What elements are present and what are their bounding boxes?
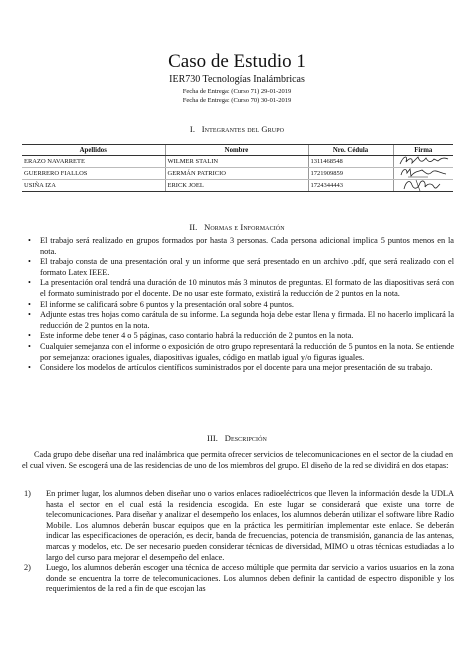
member-apellidos: GUERRERO FIALLOS xyxy=(22,168,165,180)
list-item: • Este informe debe tener 4 o 5 páginas, caso contario habrá la reducción de 2 puntos en la nota. xyxy=(22,331,454,342)
column-header-apellidos: Apellidos xyxy=(22,145,165,156)
signature-image xyxy=(398,177,450,193)
member-apellidos: ERAZO NAVARRETE xyxy=(22,156,165,168)
list-item: • El trabajo consta de una presentación oral y un informe que será presentado en un archivo .pdf, que será realizado con el formato Latex IEEE. xyxy=(22,257,454,278)
member-cedula: 1721909859 xyxy=(308,168,393,180)
table-header-row xyxy=(22,145,453,156)
list-item xyxy=(22,563,454,595)
section-numeral: II. xyxy=(189,222,198,232)
section-numeral: III. xyxy=(207,433,219,443)
column-header-cedula: Nro. Cédula xyxy=(308,145,393,156)
step-number: 1) xyxy=(24,489,31,498)
column-header-firma: Firma xyxy=(393,145,453,156)
rules-list xyxy=(22,236,454,374)
table-row xyxy=(22,156,453,168)
column-header-nombre: Nombre xyxy=(165,145,308,156)
step-text: Luego, los alumnos deberán escoger una técnica de acceso múltiple que permita dar servicio a varios usuarios en la zona donde se encuentra la torre de telecomunicaciones. Los alumnos deben definir la cantidad de espectro disponible y los requerimientos de la red a fin de que escojan las xyxy=(46,563,454,594)
section-members-heading xyxy=(0,124,474,134)
list-item: • Cualquier semejanza con el informe o exposición de otro grupo representará la reducción de 5 puntos en la nota. Se entiende por semejanza: oraciones iguales, diapositivas iguales, código en matlab igual y/o figuras iguales. xyxy=(22,342,454,363)
member-nombre: ERICK JOEL xyxy=(165,180,308,192)
member-nombre: WILMER STALIN xyxy=(165,156,308,168)
steps-list xyxy=(22,489,454,595)
member-cedula: 1724344443 xyxy=(308,180,393,192)
member-apellidos: USIÑA IZA xyxy=(22,180,165,192)
step-number: 2) xyxy=(24,563,31,573)
members-table xyxy=(22,144,453,192)
list-item: • Considere los modelos de artículos científicos suministrados por el docente para una mejor presentación de su trabajo. xyxy=(22,363,454,374)
document-title: Caso de Estudio 1 xyxy=(168,51,306,72)
section-title: Integrantes del Grupo xyxy=(201,124,285,134)
course-subtitle: IER730 Tecnologías Inalámbricas xyxy=(169,74,305,85)
list-item: • El trabajo será realizado en grupos formados por hasta 3 personas. Cada persona adicional implica 5 puntos menos en la nota. xyxy=(22,236,454,257)
delivery-date-71: Fecha de Entrega: (Curso 71) 29-01-2019 xyxy=(182,88,292,95)
list-item: • La presentación oral tendrá una duración de 10 minutos más 3 minutos de preguntas. El formato de las diapositivas será con el formato suministrado por el docente. De no usar este formato, existirá la reducción de 2 puntos en la nota. xyxy=(22,278,454,299)
description-paragraph: Cada grupo debe diseñar una red inalámbrica que permita ofrecer servicios de telecomunicaciones en el sector de la ciudad en el cual viven. Se escogerá una de las residencias de uno de los miembros del grupo. El diseño de la red se dividirá en dos etapas: xyxy=(22,450,453,470)
step-text: En primer lugar, los alumnos deben diseñar uno o varios enlaces radioeléctricos que lleven la información desde la UDLA hasta el sector en el cual está la residencia escogida. En este lugar se considerará que existe una torre de telecomunicaciones. Para diseñar y analizar el desempeño los enlaces, los alumnos deberán utilizar el software libre Radio Mobile. Los alumnos deberán buscar equipos que en la práctica les permitirían implementar este enlace. Se deberán indicar las especificaciones de operación, es decir, banda de frecuencias, potencia de transmisión, ganancia de las antenas, marcas y modelos, etc. De ser necesario pueden considerar técnicas de diversidad, MIMO u otras técnicas estudiadas a lo largo del curso para mejorar el desempeño del enlace. xyxy=(46,489,454,562)
table-row xyxy=(22,168,453,180)
section-title: Normas e Información xyxy=(204,222,285,232)
list-item xyxy=(22,489,454,563)
member-nombre: GERMÁN PATRICIO xyxy=(165,168,308,180)
delivery-date-70: Fecha de Entrega: (Curso 70) 30-01-2019 xyxy=(182,97,292,104)
member-cedula: 1311468548 xyxy=(308,156,393,168)
list-item: • Adjunte estas tres hojas como carátula de su informe. La segunda hoja debe estar llena y firmada. El no hacerlo implicará la reducción de 2 puntos en la nota. xyxy=(22,310,454,331)
member-signature xyxy=(393,180,453,192)
section-title: Descripción xyxy=(224,433,267,443)
section-numeral: I. xyxy=(189,124,196,134)
section-rules-heading xyxy=(0,222,474,232)
list-item: • El informe se calificará sobre 6 puntos y la presentación oral sobre 4 puntos. xyxy=(22,300,454,311)
section-description-heading xyxy=(0,433,474,443)
table-row xyxy=(22,180,453,192)
